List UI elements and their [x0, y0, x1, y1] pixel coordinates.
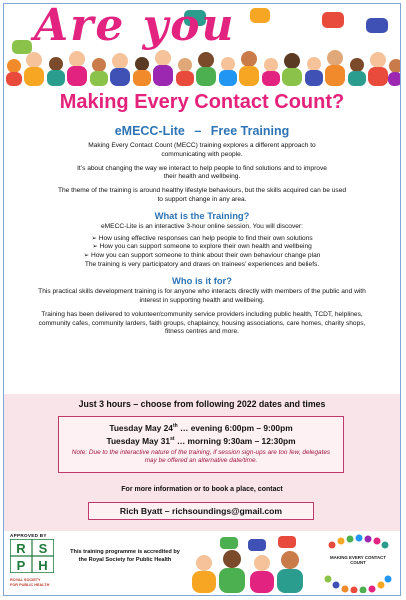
- who-heading: Who is it for?: [172, 275, 232, 287]
- intro-paragraph-2: It’s about changing the way we interact to help people to find solutions and to improve their health and wellbeing.: [77, 164, 327, 181]
- who-paragraph-2: Training has been delivered to volunteer/community service providers including public health, TCDT, helplines, community cafes, community larders, faith groups, chaplaincy, housing associations, care homes, charity shops, fitness centres and more.: [38, 310, 366, 336]
- training-subtitle: [4, 124, 400, 138]
- page-title: Making Every Contact Count?: [59, 91, 345, 113]
- mecc-logo-text: MAKING EVERY CONTACT COUNT: [329, 555, 387, 566]
- what-bullet-list: [4, 235, 400, 261]
- main-content: [4, 124, 400, 342]
- rsph-letter: R: [16, 541, 26, 556]
- session-date: Tuesday May 31st … morning 9:30am – 12:30pm: [106, 435, 296, 446]
- rsph-letter: S: [38, 541, 48, 556]
- rsph-mark: [10, 539, 54, 573]
- accreditation-text: This training programme is accredited by the Royal Society for Public Health: [70, 549, 180, 563]
- what-heading: What is the Training?: [154, 209, 250, 221]
- bullet-item: ➢ How using effective responses can help people to find their own solutions: [4, 235, 400, 244]
- rsph-subtitle-2: FOR PUBLIC HEALTH: [10, 583, 50, 587]
- rsph-letter: P: [16, 558, 26, 573]
- intro-paragraph-3: The theme of the training is around healthy lifestyle behaviours, but the skills acquired can be used to support change in any area.: [57, 187, 347, 203]
- intro-paragraph-1: Making Every Contact Count (MECC) training explores a different approach to communicating with people.: [88, 142, 316, 158]
- session-date: Tuesday May 24th … evening 6:00pm – 9:00pm: [109, 422, 293, 433]
- flyer-page: [3, 3, 401, 596]
- dates-panel: [4, 394, 400, 531]
- session-dates-box: [58, 416, 344, 473]
- subtitle-course: eMECC-Lite: [114, 124, 185, 138]
- what-lead: eMECC-Lite is an interactive 3-hour online session. You will discover:: [101, 222, 303, 230]
- mecc-logo: [322, 533, 394, 593]
- rsph-logo: [10, 533, 62, 593]
- what-closing: The training is very participatory and draws on trainees’ experiences and beliefs.: [84, 261, 320, 269]
- subtitle-separator: –: [194, 124, 202, 138]
- dates-headline: Just 3 hours – choose from following 2022 dates and times: [78, 399, 326, 409]
- header-banner: [4, 4, 400, 86]
- session-note: Note: Due to the interactive nature of the training, if session sign-ups are too few, delegates may be offered an alternative date/time.: [71, 448, 331, 464]
- rsph-subtitle-1: ROYAL SOCIETY: [10, 578, 41, 582]
- bullet-item: ➢ How you can support someone to think about their own behaviour change plan: [4, 252, 400, 261]
- who-paragraph-1: This practical skills development training is for anyone who interacts directly with members of the public and with interest in supporting health and wellbeing.: [38, 288, 366, 304]
- rsph-letter: H: [38, 558, 48, 573]
- banner-title: Are you: [34, 3, 236, 51]
- subtitle-free: Free Training: [210, 124, 290, 138]
- approved-label: APPROVED BY: [10, 533, 47, 538]
- footer-people-illustration: [186, 533, 312, 593]
- bullet-item: ➢ How you can support someone to explore their own health and wellbeing: [4, 243, 400, 252]
- contact-details[interactable]: Rich Byatt – richsoundings@gmail.com: [88, 502, 314, 520]
- booking-info: For more information or to book a place, contact: [121, 486, 283, 493]
- footer: [4, 531, 400, 595]
